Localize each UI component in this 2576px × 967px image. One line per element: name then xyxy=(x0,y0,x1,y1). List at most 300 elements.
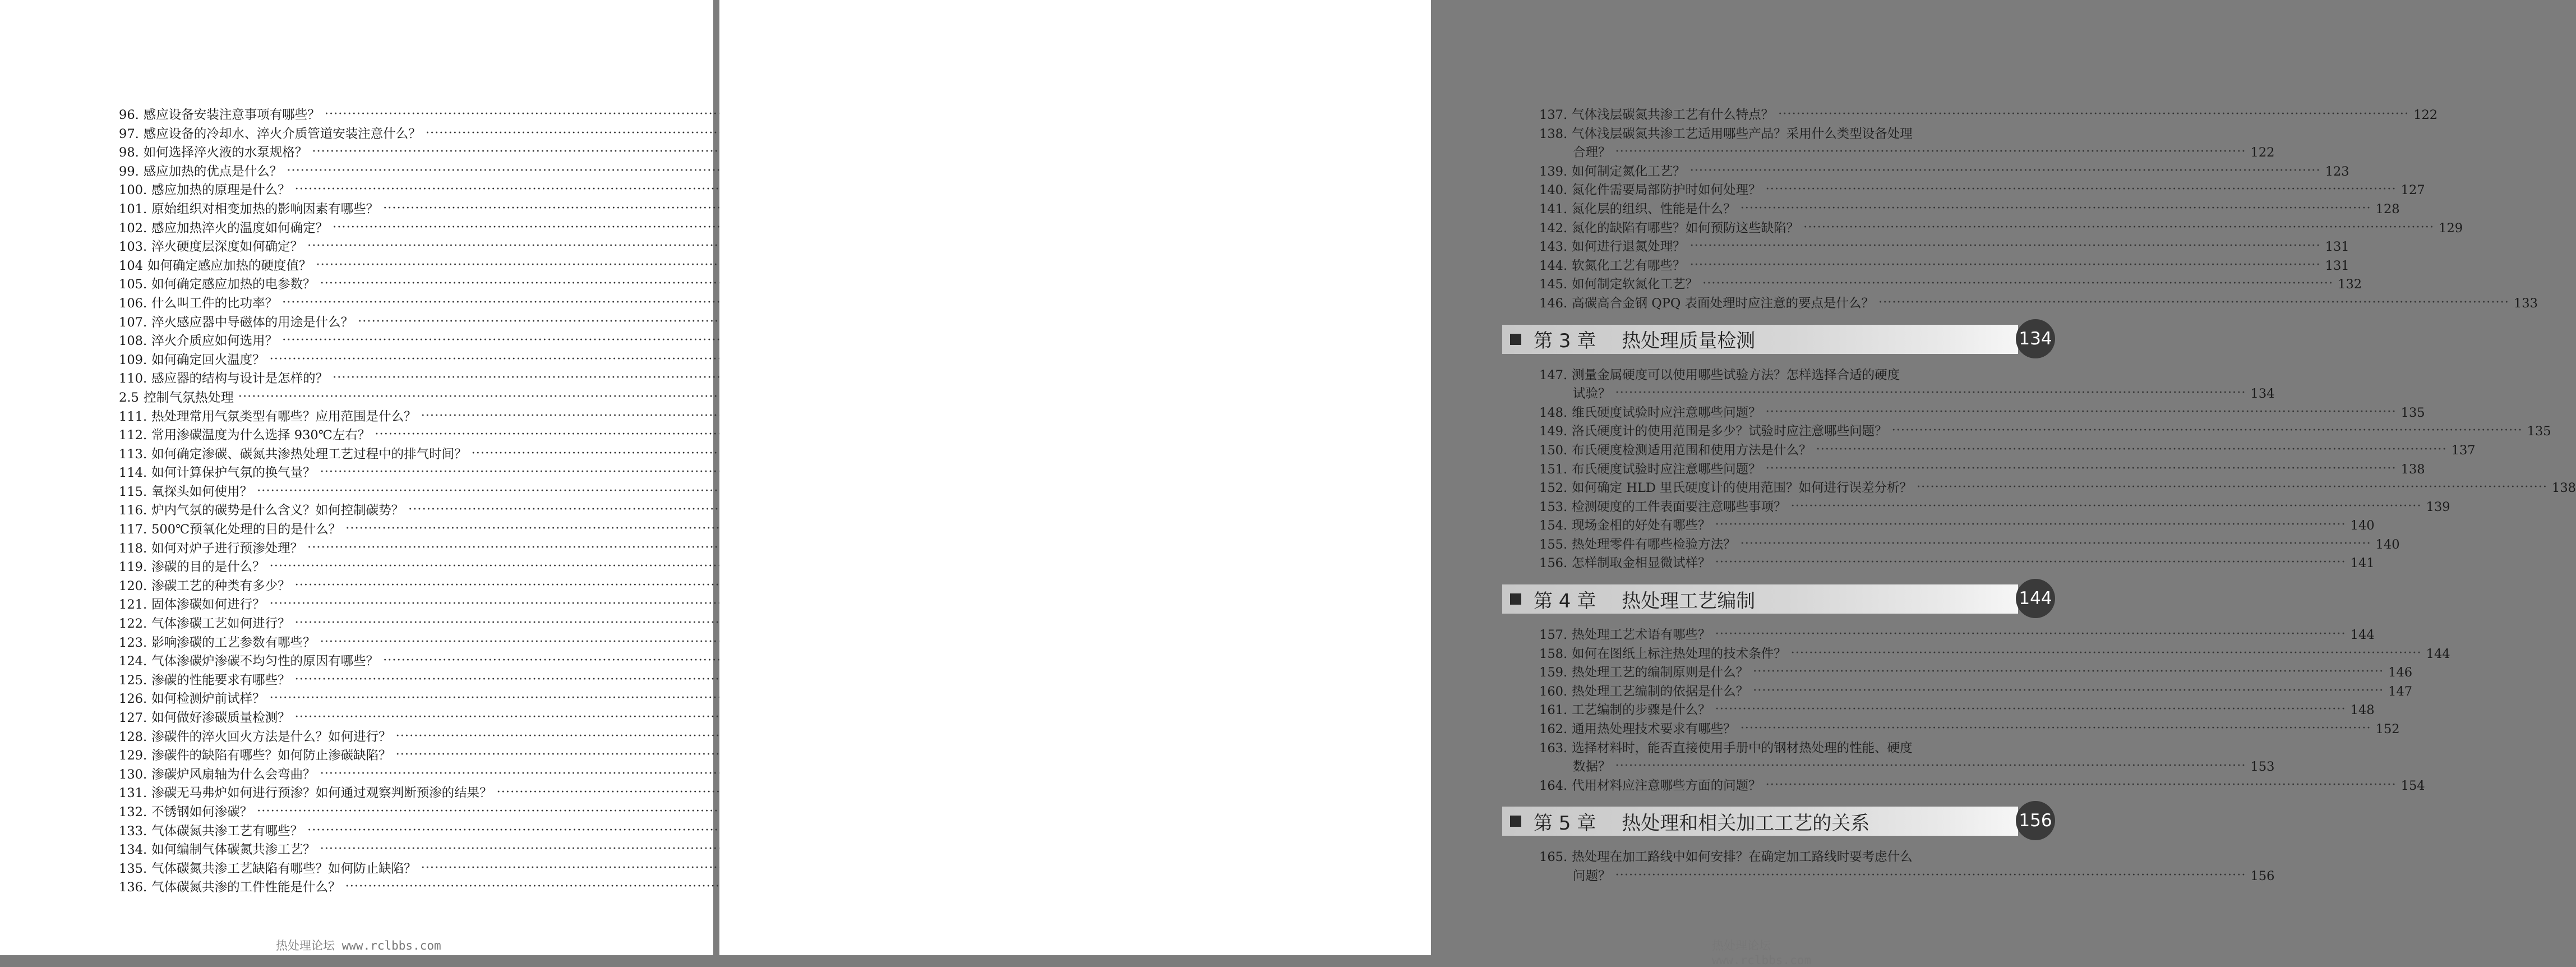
entry-number: 156. xyxy=(1539,556,1568,571)
entry-title: 感应设备安装注意事项有哪些？ xyxy=(143,108,320,122)
entry-title: 代用材料应注意哪些方面的问题？ xyxy=(1572,778,1761,793)
entry-title: 热处理工艺的编制原则是什么？ xyxy=(1572,665,1749,680)
entry-number: 96. xyxy=(119,108,139,122)
entry-number: 103. xyxy=(119,240,147,255)
entry-title: 软氮化工艺有哪些？ xyxy=(1572,258,1686,273)
entry-title: 维氏硬度试验时应注意哪些问题？ xyxy=(1572,405,1761,420)
toc-entry xyxy=(119,445,612,464)
toc-entry xyxy=(1539,626,2375,645)
entry-title: 如何检测炉前试样？ xyxy=(151,692,265,707)
toc-entry xyxy=(1539,498,2450,517)
entry-title: 气体渗碳炉渗碳不均匀性的原因有哪些？ xyxy=(151,654,379,669)
entry-title: 氧探头如何使用？ xyxy=(151,484,253,499)
chapter-number: 第 5 章 xyxy=(1534,812,1596,835)
entry-title: 如何编制气体碳氮共渗工艺？ xyxy=(151,842,316,858)
entry-title: 氮化件需要局部防护时如何处理？ xyxy=(1572,183,1761,198)
toc-entry xyxy=(1539,125,2275,163)
toc-entry xyxy=(119,841,612,860)
entry-number: 98. xyxy=(119,145,139,160)
entry-line-2 xyxy=(1539,758,2275,777)
chapter-heading xyxy=(1502,578,2055,620)
entry-number: 145. xyxy=(1539,277,1568,292)
toc-entry xyxy=(119,144,612,163)
toc-entry xyxy=(1539,739,2275,777)
entry-title: 通用热处理技术要求有哪些？ xyxy=(1572,722,1736,737)
entry-number: 150. xyxy=(1539,443,1568,458)
toc-entry xyxy=(1539,645,2450,664)
chapter-number: 第 4 章 xyxy=(1534,590,1596,613)
entry-title: 固体渗碳如何进行？ xyxy=(151,597,265,613)
entry-title: 气体浅层碳氮共渗工艺适用哪些产品？采用什么类型设备处理 xyxy=(1572,126,1913,141)
toc-entry xyxy=(1539,536,2400,555)
entry-title: 布氏硬度检测适用范围和使用方法是什么？ xyxy=(1572,443,1812,458)
entry-title: 如何确定回火温度？ xyxy=(151,352,265,367)
toc-entry xyxy=(1539,238,2349,257)
toc-entry xyxy=(1539,848,2275,886)
toc-entry xyxy=(1539,777,2425,796)
toc-entry xyxy=(119,351,612,370)
leader-dots xyxy=(1816,440,2447,459)
toc-entry xyxy=(119,709,612,728)
leader-dots xyxy=(1778,105,2409,124)
entry-title: 如何计算保护气氛的换气量？ xyxy=(151,466,316,481)
toc-entry xyxy=(119,408,612,427)
entry-number: 161. xyxy=(1539,703,1568,718)
entry-number: 117. xyxy=(119,522,147,537)
entry-page-number: 138 xyxy=(2400,462,2425,477)
entry-title: 氮化的缺陷有哪些？如何预防这些缺陷？ xyxy=(1572,220,1799,236)
toc-entry xyxy=(1539,720,2400,739)
entry-title: 检测硬度的工件表面要注意哪些事项？ xyxy=(1572,499,1786,514)
entry-number: 112. xyxy=(119,428,147,443)
chapter-heading xyxy=(1502,318,2055,361)
entry-title: 热处理在加工路线中如何安排？在确定加工路线时要考虑什么 xyxy=(1572,850,1913,865)
toc-entry xyxy=(1539,517,2375,536)
entry-number: 152. xyxy=(1539,481,1568,496)
entry-number: 137. xyxy=(1539,108,1568,122)
chapter-page-badge: 144 xyxy=(2016,579,2055,618)
entry-number: 124. xyxy=(119,654,147,669)
chapter-page-badge: 134 xyxy=(2016,319,2055,358)
entry-number: 141. xyxy=(1539,201,1568,217)
entry-title: 渗碳炉风扇轴为什么会弯曲？ xyxy=(151,767,316,782)
entry-title: 布氏硬度试验时应注意哪些问题？ xyxy=(1572,462,1761,477)
toc-entry xyxy=(119,106,612,125)
entry-number: 116. xyxy=(119,503,147,518)
toc-entry xyxy=(119,766,612,785)
leader-dots xyxy=(1615,866,2246,885)
entry-title: 炉内气氛的碳势是什么含义？如何控制碳势？ xyxy=(151,503,404,518)
toc-entry xyxy=(119,747,612,766)
chapter-square-marker xyxy=(1510,334,1521,345)
toc-entry xyxy=(119,294,612,314)
entry-number: 163. xyxy=(1539,740,1568,756)
entry-page-number: 128 xyxy=(2375,201,2400,217)
entry-number: 2.5 xyxy=(119,390,139,405)
toc-entry xyxy=(1539,422,2551,441)
entry-title: 如何确定感应加热的电参数？ xyxy=(151,277,316,292)
chapter-square-marker xyxy=(1510,593,1521,605)
entry-number: 149. xyxy=(1539,424,1568,439)
entry-title: 怎样制取金相显微试样？ xyxy=(1572,556,1711,571)
leader-dots xyxy=(1741,719,2371,738)
entry-number: 99. xyxy=(119,164,139,179)
leader-dots xyxy=(1766,459,2397,478)
entry-number: 125. xyxy=(119,673,147,688)
entry-title: 渗碳工艺的种类有多少？ xyxy=(151,578,290,593)
entry-page-number: 154 xyxy=(2400,778,2425,793)
chapter-heading xyxy=(1502,800,2055,842)
toc-entry xyxy=(119,181,612,200)
leader-dots xyxy=(1715,700,2346,719)
entry-page-number: 139 xyxy=(2426,499,2450,514)
chapter-page-badge: 156 xyxy=(2016,801,2055,840)
toc-entry xyxy=(119,860,612,879)
entry-page-number: 135 xyxy=(2400,405,2425,420)
entry-title: 高碳高合金钢 QPQ 表面处理时应注意的要点是什么？ xyxy=(1572,296,1874,311)
entry-number: 129. xyxy=(119,748,147,763)
leader-dots xyxy=(1917,478,2547,497)
entry-number: 121. xyxy=(119,597,147,613)
entry-line-2 xyxy=(1539,144,2275,163)
entry-title: 气体碳氮共渗工艺缺陷有哪些？如何防止缺陷？ xyxy=(151,861,417,876)
toc-entry xyxy=(1539,106,2438,125)
entry-title: 渗碳件的缺陷有哪些？如何防止渗碳缺陷？ xyxy=(151,748,391,763)
entry-title: 感应加热淬火的温度如何确定？ xyxy=(151,220,329,236)
toc-entry xyxy=(119,501,612,521)
entry-number: 122. xyxy=(119,616,147,632)
entry-title: 热处理工艺术语有哪些？ xyxy=(1572,628,1711,643)
entry-title: 渗碳的性能要求有哪些？ xyxy=(151,673,290,688)
entry-number: 138. xyxy=(1539,126,1568,141)
entry-page-number: 129 xyxy=(2439,220,2463,236)
toc-entry xyxy=(119,257,612,276)
entry-title: 如何确定 HLD 里氏硬度计的使用范围？如何进行误差分析？ xyxy=(1572,481,1913,496)
toc-entry xyxy=(119,275,612,294)
entry-page-number: 131 xyxy=(2325,258,2349,273)
entry-number: 100. xyxy=(119,183,147,198)
entry-page-number: 147 xyxy=(2388,684,2413,699)
leader-dots xyxy=(1715,553,2346,572)
leader-dots xyxy=(1878,293,2509,312)
entry-number: 164. xyxy=(1539,778,1568,793)
chapter-title: 热处理质量检测 xyxy=(1622,330,1756,353)
entry-title: 如何确定感应加热的硬度值？ xyxy=(147,258,312,273)
entry-page-number: 156 xyxy=(2250,869,2275,883)
entry-title: 洛氏硬度计的使用范围是多少？试验时应注意哪些问题？ xyxy=(1572,424,1887,439)
entry-number: 126. xyxy=(119,692,147,707)
entry-title: 如何进行退氮处理？ xyxy=(1572,240,1686,255)
leader-dots xyxy=(1892,421,2523,440)
entry-number: 151. xyxy=(1539,462,1568,477)
entry-number: 97. xyxy=(119,126,139,141)
leader-dots xyxy=(1741,535,2371,554)
toc-entry xyxy=(119,238,612,257)
toc-left-list xyxy=(119,106,612,897)
entry-number: 123. xyxy=(119,635,147,650)
entry-page-number: 131 xyxy=(2325,240,2349,255)
toc-entry xyxy=(1539,257,2349,276)
entry-number: 135. xyxy=(119,861,147,876)
entry-title: 感应加热的原理是什么？ xyxy=(151,183,290,198)
toc-entry xyxy=(1539,294,2538,314)
leader-dots xyxy=(1690,237,2321,256)
entry-title: 感应设备的冷却水、淬火介质管道安装注意什么？ xyxy=(143,126,421,141)
entry-number: 110. xyxy=(119,371,147,386)
entry-number: 102. xyxy=(119,220,147,236)
toc-entry xyxy=(119,540,612,559)
toc-entry xyxy=(119,426,612,445)
entry-title: 气体浅层碳氮共渗工艺有什么特点？ xyxy=(1572,108,1774,122)
entry-number: 101. xyxy=(119,201,147,217)
entry-number: 132. xyxy=(119,804,147,819)
entry-title: 如何在图纸上标注热处理的技术条件？ xyxy=(1572,646,1786,661)
entry-page-number: 153 xyxy=(2250,759,2275,775)
toc-entry xyxy=(119,314,612,333)
entry-page-number: 123 xyxy=(2325,164,2349,179)
entry-title: 原始组织对相变加热的影响因素有哪些？ xyxy=(151,201,379,217)
entry-title: 感应器的结构与设计是怎样的？ xyxy=(151,371,329,386)
leader-dots xyxy=(1615,384,2246,403)
toc-entry xyxy=(1539,404,2425,423)
entry-title: 气体碳氮共渗的工件性能是什么？ xyxy=(151,880,341,895)
leader-dots xyxy=(1715,515,2346,535)
entry-number: 119. xyxy=(119,560,147,575)
entry-title: 气体碳氮共渗工艺有哪些？ xyxy=(151,823,303,839)
entry-page-number: 140 xyxy=(2375,537,2400,552)
entry-title-continued: 合理？ xyxy=(1573,145,1611,160)
entry-title: 淬火硬度层深度如何确定？ xyxy=(151,240,303,255)
leader-dots xyxy=(1766,776,2397,795)
toc-entry xyxy=(1539,554,2375,573)
entry-number: 111. xyxy=(119,409,147,424)
leader-dots xyxy=(1690,256,2321,275)
toc-entry xyxy=(119,521,612,540)
toc-entry xyxy=(1539,683,2413,702)
toc-entry xyxy=(119,370,612,389)
entry-line-2 xyxy=(1539,385,2275,404)
entry-title: 影响渗碳的工艺参数有哪些？ xyxy=(151,635,316,650)
toc-entry xyxy=(1539,275,2362,294)
entry-title: 现场金相的好处有哪些？ xyxy=(1572,518,1711,533)
entry-title: 什么叫工件的比功率？ xyxy=(151,296,278,311)
toc-entry xyxy=(119,464,612,483)
entry-page-number: 134 xyxy=(2250,386,2275,402)
entry-number: 162. xyxy=(1539,722,1568,737)
entry-number: 165. xyxy=(1539,850,1568,865)
entry-page-number: 152 xyxy=(2375,722,2400,737)
entry-title: 控制气氛热处理 xyxy=(143,390,234,405)
entry-number: 139. xyxy=(1539,164,1568,179)
toc-entry xyxy=(119,200,612,219)
entry-title: 感应加热的优点是什么？ xyxy=(143,164,283,179)
entry-number: 143. xyxy=(1539,240,1568,255)
leader-dots xyxy=(1803,218,2434,237)
entry-page-number: 140 xyxy=(2350,518,2375,533)
entry-page-number: 122 xyxy=(2250,145,2275,160)
toc-entry xyxy=(119,803,612,822)
toc-entry xyxy=(119,728,612,747)
entry-number: 114. xyxy=(119,466,147,481)
left-page xyxy=(0,0,713,955)
entry-number: 104 xyxy=(119,258,143,273)
toc-entry xyxy=(119,878,612,897)
entry-number: 140. xyxy=(1539,183,1568,198)
entry-page-number: 144 xyxy=(2426,646,2450,661)
entry-number: 155. xyxy=(1539,537,1568,552)
entry-number: 120. xyxy=(119,578,147,593)
toc-entry xyxy=(119,596,612,615)
entry-number: 131. xyxy=(119,786,147,801)
toc-entry xyxy=(1539,664,2413,683)
entry-page-number: 138 xyxy=(2552,481,2576,496)
toc-entry xyxy=(1539,219,2463,238)
leader-dots xyxy=(1702,274,2333,293)
toc-entry xyxy=(119,332,612,351)
entry-line-2 xyxy=(1539,867,2275,886)
entry-title: 工艺编制的步骤是什么？ xyxy=(1572,703,1711,718)
toc-right-list xyxy=(1534,106,2576,886)
entry-number: 148. xyxy=(1539,405,1568,420)
leader-dots xyxy=(1766,403,2397,422)
entry-number: 118. xyxy=(119,541,147,556)
entry-title: 淬火感应器中导磁体的用途是什么？ xyxy=(151,315,354,330)
entry-number: 160. xyxy=(1539,684,1568,699)
entry-number: 157. xyxy=(1539,628,1568,643)
entry-title-continued: 数据？ xyxy=(1573,759,1611,775)
entry-title: 不锈钢如何渗碳？ xyxy=(151,804,253,819)
leader-dots xyxy=(1715,625,2346,644)
leader-dots xyxy=(1766,180,2397,199)
entry-number: 105. xyxy=(119,277,147,292)
entry-line-1 xyxy=(1539,366,2051,385)
entry-number: 106. xyxy=(119,296,147,311)
entry-page-number: 132 xyxy=(2338,277,2362,292)
entry-page-number: 137 xyxy=(2451,443,2476,458)
entry-page-number: 148 xyxy=(2350,703,2375,718)
toc-entry xyxy=(1539,200,2400,219)
toc-entry xyxy=(119,558,612,577)
entry-title-continued: 试验？ xyxy=(1573,386,1611,402)
toc-entry xyxy=(1539,479,2576,498)
entry-title: 热处理工艺编制的依据是什么？ xyxy=(1572,684,1749,699)
entry-number: 146. xyxy=(1539,296,1568,311)
entry-number: 136. xyxy=(119,880,147,895)
entry-title: 气体渗碳工艺如何进行？ xyxy=(151,616,290,632)
toc-entry xyxy=(1539,163,2349,182)
entry-number: 154. xyxy=(1539,518,1568,533)
entry-page-number: 141 xyxy=(2350,556,2375,571)
entry-title: 渗碳无马弗炉如何进行预渗？如何通过观察判断预渗的结果？ xyxy=(151,786,492,801)
entry-title: 氮化层的组织、性能是什么？ xyxy=(1572,201,1736,217)
toc-entry xyxy=(119,483,612,502)
entry-line-1 xyxy=(1539,848,2051,867)
entry-number: 142. xyxy=(1539,220,1568,236)
toc-entry xyxy=(119,577,612,596)
toc-entry xyxy=(1539,461,2425,480)
page-footer: 热处理论坛 www.rclbbs.com xyxy=(1712,939,1812,967)
entry-number: 158. xyxy=(1539,646,1568,661)
page-footer: 热处理论坛 www.rclbbs.com xyxy=(276,939,441,952)
toc-entry xyxy=(119,125,612,144)
entry-title: 如何制定软氮化工艺？ xyxy=(1572,277,1698,292)
entry-title: 常用渗碳温度为什么选择 930℃左右？ xyxy=(151,428,371,443)
toc-entry xyxy=(119,671,612,690)
entry-title: 热处理常用气氛类型有哪些？应用范围是什么？ xyxy=(151,409,417,424)
entry-number: 113. xyxy=(119,446,147,462)
entry-number: 134. xyxy=(119,842,147,858)
leader-dots xyxy=(1791,644,2422,663)
entry-page-number: 146 xyxy=(2388,665,2413,680)
toc-entry xyxy=(1539,366,2275,404)
toc-entry xyxy=(119,389,612,408)
leader-dots xyxy=(1615,757,2246,776)
toc-entry xyxy=(119,634,612,653)
leader-dots xyxy=(1753,681,2384,701)
toc-entry xyxy=(119,822,612,841)
chapter-title: 热处理和相关加工工艺的关系 xyxy=(1622,812,1870,835)
entry-title: 如何选择淬火液的水泵规格？ xyxy=(143,145,308,160)
toc-entry xyxy=(119,163,612,182)
toc-entry xyxy=(119,615,612,634)
entry-number: 153. xyxy=(1539,499,1568,514)
entry-title: 如何做好渗碳质量检测？ xyxy=(151,711,290,725)
entry-page-number: 127 xyxy=(2400,183,2425,198)
entry-number: 130. xyxy=(119,767,147,782)
toc-entry xyxy=(1539,701,2375,720)
entry-number: 108. xyxy=(119,334,147,349)
entry-title-continued: 问题？ xyxy=(1573,869,1611,883)
entry-number: 107. xyxy=(119,315,147,330)
toc-entry xyxy=(1539,181,2425,200)
toc-entry xyxy=(119,652,612,671)
entry-number: 159. xyxy=(1539,665,1568,680)
entry-title: 如何制定氮化工艺？ xyxy=(1572,164,1686,179)
entry-number: 147. xyxy=(1539,367,1568,383)
entry-number: 109. xyxy=(119,352,147,367)
entry-number: 115. xyxy=(119,484,147,499)
leader-dots xyxy=(1615,142,2246,162)
chapter-number: 第 3 章 xyxy=(1534,330,1596,353)
entry-page-number: 122 xyxy=(2413,108,2438,122)
toc-entry xyxy=(119,784,612,803)
entry-page-number: 133 xyxy=(2513,296,2538,311)
chapter-square-marker xyxy=(1510,816,1521,827)
entry-number: 133. xyxy=(119,823,147,839)
entry-number: 127. xyxy=(119,711,147,725)
entry-title: 如何确定渗碳、碳氮共渗热处理工艺过程中的排气时间？ xyxy=(151,446,467,462)
entry-title: 选择材料时，能否直接使用手册中的钢材热处理的性能、硬度 xyxy=(1572,740,1913,756)
entry-title: 500℃预氧化处理的目的是什么？ xyxy=(151,522,341,537)
entry-page-number: 135 xyxy=(2527,424,2551,439)
entry-line-1 xyxy=(1539,739,2051,758)
entry-title: 渗碳件的淬火回火方法是什么？如何进行？ xyxy=(151,729,391,744)
entry-title: 淬火介质应如何选用？ xyxy=(151,334,278,349)
right-page xyxy=(719,0,2576,967)
entry-number: 128. xyxy=(119,729,147,744)
entry-title: 热处理零件有哪些检验方法？ xyxy=(1572,537,1736,552)
entry-page-number: 144 xyxy=(2350,628,2375,643)
entry-title: 渗碳的目的是什么？ xyxy=(151,560,265,575)
leader-dots xyxy=(1741,199,2371,218)
chapter-title: 热处理工艺编制 xyxy=(1622,590,1756,613)
leader-dots xyxy=(1791,497,2422,516)
entry-line-1 xyxy=(1539,125,2051,144)
toc-entry xyxy=(119,219,612,238)
toc-entry xyxy=(119,690,612,709)
entry-title: 如何对炉子进行预渗处理？ xyxy=(151,541,303,556)
entry-number: 144. xyxy=(1539,258,1568,273)
